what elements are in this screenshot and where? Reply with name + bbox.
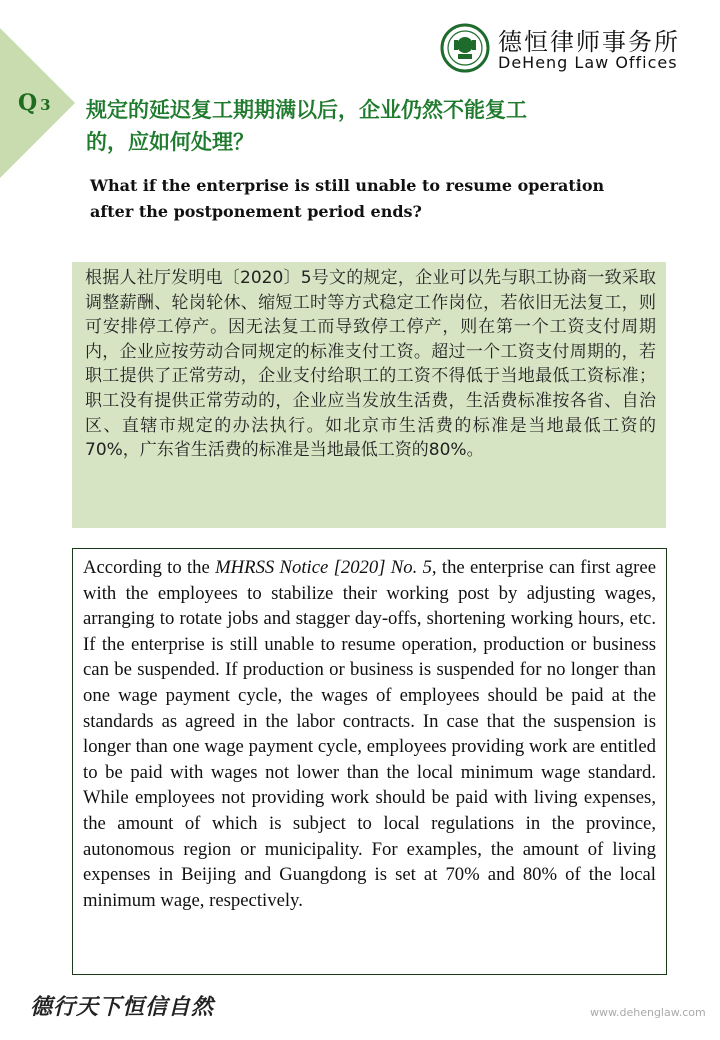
answer-text-en [83, 555, 656, 913]
firm-name-en: DeHeng Law Offices [498, 53, 678, 72]
answer-text-cn: 根据人社厅发明电〔2020〕5号文的规定，企业可以先与职工协商一致采取调整薪酬、轮岗轮休、缩短工时等方式稳定工作岗位，若依旧无法复工，则可安排停工停产。因无法复工而导致停工停产，则在第一个工资支付周期内，企业应按劳动合同规定的标准支付工资。超过一个工资支付周期的，若职工提供了正常劳动，企业支付给职工的工资不得低于当地最低工资标准；职工没有提供正常劳动的，企业应当发放生活费，生活费标准按各省、自治区、直辖市规定的办法执行。如北京市生活费的标准是当地最低工资的70%，广东省生活费的标准是当地最低工资的80%。 [85, 268, 656, 461]
question-title-en: What if the enterprise is still unable to resume operation after the postponement period ends? [90, 176, 605, 221]
firm-name-cn: 德恒律师事务所 [498, 28, 680, 56]
notice-reference: MHRSS Notice [2020] No. 5 [215, 557, 432, 578]
answer-box-en [72, 548, 667, 975]
question-number: 3 [40, 96, 51, 114]
question-letter: Q [18, 90, 38, 116]
answer-box-cn [72, 262, 666, 528]
footer-slogan: 德行天下恒信自然 [30, 994, 215, 1020]
answer-rest: , the enterprise can first agree with the employees to stabilize their working post by adjusting wages, arranging to rotate jobs and stagger day-offs, shortening working hours, etc. If the enterprise is still unable to resume operation, production or business can be suspended. If production or business is suspended for no longer than one wage payment cycle, the wages of employees should be paid at the standards as agreed in the labor contracts. In case that the suspension is longer than one wage payment cycle, employees providing work are entitled to be paid with wages not lower than the local minimum wage standard. While employees not providing work should be paid with living expenses, the amount of which is subject to local regulations in the province, autonomous region or municipality. For examples, the amount of living expenses in Beijing and Guangdong is set at 70% and 80% of the local minimum wage, respectively. [83, 557, 656, 911]
question-title-cn: 规定的延迟复工期期满以后，企业仍然不能复工的，应如何处理？ [86, 98, 527, 154]
question-label [18, 90, 51, 116]
firm-logo [440, 20, 710, 76]
answer-lead: According to the [83, 557, 216, 578]
footer-website: www.dehenglaw.com [590, 1006, 706, 1019]
firm-seal-icon [440, 23, 490, 73]
